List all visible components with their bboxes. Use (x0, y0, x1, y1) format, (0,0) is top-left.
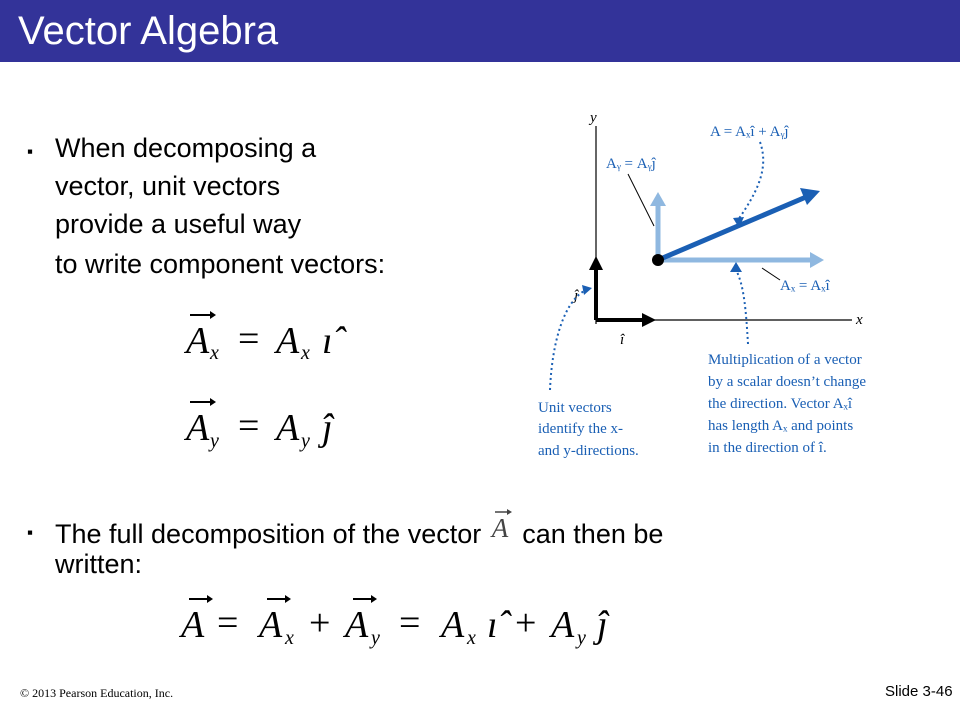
bullet-2-line-2: written: (55, 549, 143, 579)
eq-ax-unit: ı̂ (322, 320, 333, 362)
vector-a (658, 197, 806, 260)
note-scalar-line-2: by a scalar doesn’t change (708, 374, 866, 390)
component-equations (180, 305, 380, 465)
bullet-2-text-b: can then be (522, 519, 664, 549)
equation-ax (183, 311, 348, 364)
bullet-1-line-3: provide a useful way (55, 209, 302, 239)
eq-full-j: ĵ (597, 604, 608, 646)
bullet-1-line-2: vector, unit vectors (55, 171, 281, 201)
eq-ax-lhs-sub: x (210, 342, 219, 364)
note-unit-line-3: and y-directions. (538, 443, 639, 459)
equation-ay (183, 398, 335, 452)
note-unit-line-2: identify the x- (538, 421, 623, 437)
component-ay-label: Aᵧ = Aᵧĵ (606, 156, 656, 172)
note-scalar-line-3: the direction. Vector Aₓî (708, 396, 853, 412)
inline-vector-a: A (489, 513, 515, 543)
eq-ax-rhs: A (276, 320, 300, 362)
vector-decomposition-diagram (530, 100, 950, 470)
eq-full-ay: A (345, 604, 369, 646)
note-scalar-line-5: in the direction of î. (708, 440, 827, 456)
eq-full-plus2: + (515, 602, 537, 644)
y-axis-label: y (590, 110, 597, 126)
eq-full-eq1: = (217, 602, 239, 644)
component-ax-label: Aₓ = Aₓî (780, 278, 830, 294)
eq-ax-equals: = (238, 318, 260, 360)
eq-full-ax-sub: x (285, 627, 294, 649)
eq-ay-rhs-sub: y (301, 430, 310, 452)
eq-ay-unit: ĵ (322, 407, 333, 449)
x-axis-label: x (856, 312, 863, 328)
title-bar (0, 0, 960, 62)
bullet-2-line-1 (55, 513, 663, 550)
eq-full-i: ı̂ (487, 604, 498, 646)
full-decomposition-equation (175, 585, 635, 665)
unit-i-label: î (620, 332, 625, 348)
slide-number: Slide 3-46 (885, 683, 953, 700)
eq-ay-equals: = (238, 405, 260, 447)
note-scalar-line-1: Multiplication of a vector (708, 352, 862, 368)
eq-ay-rhs: A (276, 407, 300, 449)
copyright-footer: © 2013 Pearson Education, Inc. (20, 686, 174, 700)
eq-full-plus1: + (309, 602, 331, 644)
eq-full-cy-sub: y (577, 627, 586, 649)
eq-full-ay-sub: y (371, 627, 380, 649)
bullet-1-line-4: to write component vectors: (55, 249, 386, 279)
eq-ax-rhs-sub: x (301, 342, 310, 364)
eq-ax-lhs: A (186, 320, 210, 362)
eq-full-a: A (181, 604, 205, 646)
note-scalar-line-4: has length Aₓ and points (708, 418, 854, 434)
eq-ay-lhs: A (186, 407, 210, 449)
unit-j-label: ĵ (574, 288, 579, 304)
eq-full-cx: A (441, 604, 465, 646)
eq-full-ax: A (259, 604, 283, 646)
eq-full-cx-sub: x (467, 627, 476, 649)
origin-point (652, 254, 664, 266)
bullet-2-text-a: The full decomposition of the vector (55, 519, 482, 549)
bullet-marker-2: ▪ (27, 523, 34, 542)
vector-a-label: A = Aₓî + Aᵧĵ (710, 124, 789, 140)
bullet-marker-1: ▪ (27, 142, 34, 161)
eq-full-eq2: = (399, 602, 421, 644)
note-unit-line-1: Unit vectors (538, 400, 612, 416)
bullet-1-line-1: When decomposing a (55, 133, 317, 163)
eq-full-cy: A (551, 604, 575, 646)
eq-ay-lhs-sub: y (210, 430, 219, 452)
slide-title: Vector Algebra (18, 9, 279, 53)
